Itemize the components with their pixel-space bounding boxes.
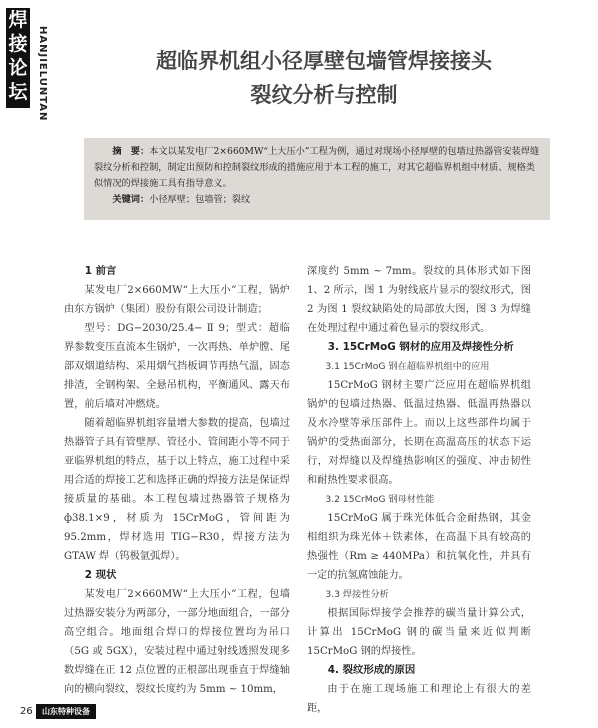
body-paragraph: 型号：DG−2030/25.4− Ⅱ 9；型式：超临界参数变压直流本生锅炉，一次再热、单炉膛、尾部双烟道结构、采用烟气挡板调节再热气温，固态排渣，全钢构架、全悬吊机构，平衡通风、露天布置，前后墙对冲燃烧。 (64, 323, 290, 410)
column-tag-char: 论 (8, 57, 28, 79)
title-line-1: 超临界机组小径厚壁包墙管焊接接头 (156, 48, 492, 73)
section-heading: 2 现状 (84, 569, 117, 581)
section-heading: 4. 裂纹形成的原因 (327, 664, 416, 676)
keywords-label: 关键词： (112, 194, 150, 205)
page-number: 26 (20, 706, 33, 717)
body-paragraph: 15CrMoG 钢材主要广泛应用在超临界机组锅炉的包墙过热器、低温过热器、低温再热器以及水冷壁等承压部件上。而以上这些部件均属于锅炉的受热面部分，长期在高温高压的状态下运行，对焊缝以及焊缝热影响区的强度、冲击韧性和耐热性要求很高。 (307, 380, 531, 486)
section-heading: 3.2 15CrMoG 钢母材性能 (325, 494, 435, 505)
abstract (94, 144, 540, 192)
article-title (70, 44, 578, 112)
column-tag-char: 焊 (8, 9, 28, 31)
section-heading: 3.1 15CrMoG 钢在超临界机组中的应用 (325, 361, 490, 372)
column-pinyin: HANJIELUNTAN (37, 26, 48, 122)
abstract-box (84, 138, 550, 220)
keywords (94, 192, 540, 208)
body-paragraph: 某发电厂2×660MW“上大压小”工程，包墙过热器安装分为两部分，一部分地面组合，一部分高空组合。地面组合焊口的焊接位置均为吊口（5G 或 5GX），安装过程中通过射线透照发现多数焊缝在正 12 点位置的正根部出现垂直于焊缝轴向的横向裂纹，裂纹长度约为 5mm ~ 10mm， (64, 589, 290, 695)
section-heading: 1 前言 (84, 265, 117, 277)
body-paragraph: 根据国际焊接学会推荐的碳当量计算公式，计算出 15CrMoG 钢的碳当量来近似判断 15CrMoG 钢的焊接性。 (307, 608, 531, 657)
section-heading: 3. 15CrMoG 钢材的应用及焊接性分析 (327, 341, 514, 353)
body-paragraph: 由于在施工现场施工和理论上有很大的差距， (307, 684, 531, 714)
section-heading: 3.3 焊接性分析 (325, 589, 389, 600)
body-paragraph: 某发电厂2×660MW“上大压小”工程，锅炉由东方锅炉（集团）股份有限公司设计制造； (64, 285, 290, 315)
abstract-text: 本文以某发电厂2×660MW“上大压小”工程为例，通过对现场小径厚壁的包墙过热器管安装焊缝裂纹分析和控制，制定出预防和控制裂纹形成的措施应用于本工程的施工，对其它超临界机组中材质、规格类似情况的焊接施工具有指导意义。 (94, 146, 540, 189)
title-line-2: 裂纹分析与控制 (250, 82, 398, 107)
body-paragraph: 15CrMoG 属于珠光体低合金耐热钢，其金相组织为珠光体＋铁素体，在高温下具有较高的热强性（Rm ≥ 440MPa）和抗氧化性，并具有一定的抗氢腐蚀能力。 (307, 513, 531, 581)
column-tag-char: 坛 (8, 81, 28, 103)
right-column (307, 262, 531, 718)
keywords-text: 小径厚壁；包墙管；裂纹 (149, 194, 251, 205)
column-tag (6, 8, 30, 108)
body-paragraph: 随着超临界机组容量增大参数的提高，包墙过热器管子具有管壁厚、管径小、管间距小等不同于亚临界机组的特点，基于以上特点，施工过程中采用合适的焊接工艺和选择正确的焊接方法是保证焊接质量的基础。本工程包墙过热器管子规格为 ф38.1×9，材质为 15CrMoG，管间距为 95.2mm，焊材选用 TIG−R30，焊接方法为 GTAW 焊（钨极氩弧焊）。 (64, 418, 290, 562)
body-paragraph: 深度约 5mm ~ 7mm。裂纹的具体形式如下图 1、2 所示，图 1 为射线底片显示的裂纹形式，图 2 为图 1 裂纹缺陷处的局部放大图，图 3 为焊缝在处理过程中通过着色显示的裂纹形式。 (307, 266, 531, 334)
abstract-label: 摘 要： (112, 146, 150, 157)
column-tag-char: 接 (8, 33, 28, 55)
left-column (64, 262, 290, 699)
journal-name: 山东特种设备 (36, 704, 96, 719)
